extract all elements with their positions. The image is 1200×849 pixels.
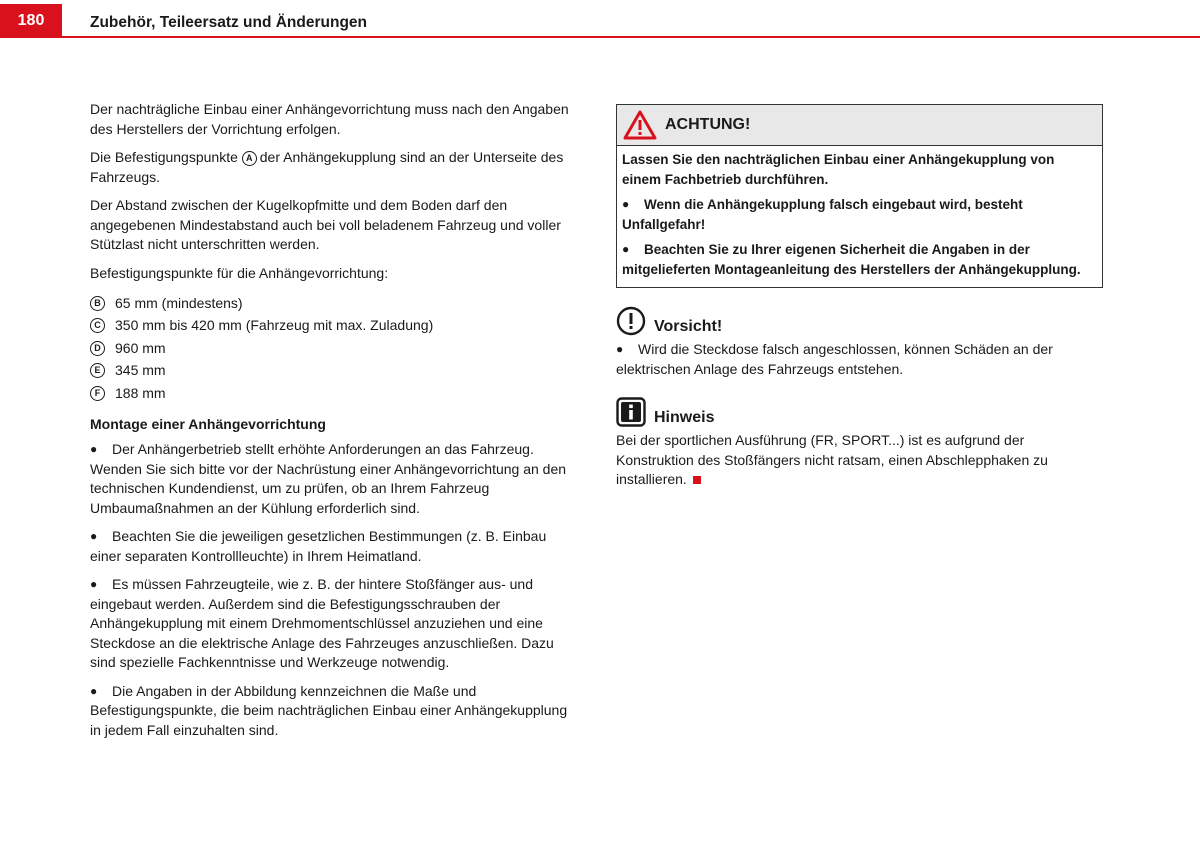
warning-bullet-text: Beachten Sie zu Ihrer eigenen Sicherheit die Angaben in der mitgelieferten Montageanleitung des Herstellers der Anhängekupplung. — [622, 242, 1081, 277]
bullet-icon: ● — [90, 577, 98, 591]
bullet-text: Die Angaben in der Abbildung kennzeichnen die Maße und Befestigungspunkte, die beim nachträglichen Einbau einer Anhängekupplung in jedem Fall einzuhalten sind. — [90, 682, 568, 738]
mounting-points-paragraph — [90, 148, 580, 187]
measurement-item — [90, 292, 580, 315]
marker-b: B — [90, 296, 105, 311]
bullet-text: Beachten Sie die jeweiligen gesetzlichen Bestimmungen (z. B. Einbau einer separaten Kontrollleuchte) in Ihrem Heimatland. — [90, 528, 547, 564]
list-intro: Befestigungspunkte für die Anhängevorrichtung: — [90, 264, 389, 281]
header-rule — [62, 36, 1200, 38]
mounting-points-post: der Anhängekupplung sind an der Unterseite des Fahrzeugs. — [90, 149, 564, 185]
note-title: Hinweis — [654, 409, 715, 426]
measurement-item — [90, 360, 580, 383]
section-title: Montage einer Anhängevorrichtung — [90, 415, 326, 432]
measurement-value: 345 mm — [115, 362, 166, 378]
measurement-list — [90, 292, 580, 405]
measurement-value: 960 mm — [115, 339, 166, 356]
bullet-paragraph — [90, 575, 580, 673]
caution-text: Wird die Steckdose falsch angeschlossen, können Schäden an der elektrischen Anlage des Fahrzeugs entstehen. — [616, 341, 1053, 377]
measurement-value: 350 mm bis 420 mm (Fahrzeug mit max. Zuladung) — [115, 317, 434, 333]
info-icon — [616, 397, 646, 427]
caution-paragraph — [616, 340, 1103, 379]
bullet-paragraph — [90, 527, 580, 566]
intro-paragraph: Der nachträgliche Einbau einer Anhängevorrichtung muss nach den Angaben des Herstellers der Vorrichtung erfolgen. — [90, 101, 569, 137]
note-paragraph — [616, 431, 1103, 490]
measurement-item — [90, 315, 580, 338]
warning-triangle-icon — [623, 110, 657, 140]
warning-bullet-text: Wenn die Anhängekupplung falsch eingebaut wird, besteht Unfallgefahr! — [622, 197, 1023, 232]
warning-body — [617, 146, 1102, 287]
bullet-paragraph — [90, 440, 580, 518]
bullet-icon: ● — [622, 197, 630, 211]
measurement-value: 188 mm — [115, 384, 166, 401]
warning-box — [616, 104, 1103, 288]
measurement-item — [90, 382, 580, 405]
mounting-points-pre: Die Befestigungspunkte — [90, 149, 238, 165]
bullet-icon: ● — [90, 442, 98, 456]
bullet-paragraph — [90, 682, 580, 741]
marker-c: C — [90, 318, 105, 333]
warning-lead: Lassen Sie den nachträglichen Einbau einer Anhängekupplung von einem Fachbetrieb durchführen. — [622, 152, 1055, 187]
note-text: Bei der sportlichen Ausführung (FR, SPORT...) ist es aufgrund der Konstruktion des Stoßfängers nicht ratsam, einen Abschlepphaken zu installieren. — [616, 432, 1048, 487]
right-column — [616, 104, 1103, 499]
bullet-icon: ● — [90, 529, 98, 543]
chapter-title: Zubehör, Teileersatz und Änderungen — [90, 14, 368, 31]
warning-header — [617, 105, 1102, 146]
bullet-icon: ● — [616, 342, 624, 356]
bullet-text: Der Anhängerbetrieb stellt erhöhte Anforderungen an das Fahrzeug. Wenden Sie sich bitte vor der Nachrüstung einer Anhängevorrichtung an den technischen Kundendienst, um zu prüfen, ob an Ihrem Fahrzeug Umbaumaßnahmen an der Kühlung erforderlich sind. — [90, 441, 567, 516]
measurement-value: 65 mm (mindestens) — [115, 294, 243, 311]
bullet-text: Es müssen Fahrzeugteile, wie z. B. der hintere Stoßfänger aus- und eingebaut werden. Außerdem sind die Befestigungsschrauben der Anhängekupplung mit einem Drehmomentschlüssel anzuziehen und eine Steckdose an die elektrische Anlage des Fahrzeuges anzuschließen. Dazu sind spezielle Fachkenntnisse und Werkzeuge notwendig. — [90, 576, 554, 670]
bullet-icon: ● — [90, 683, 98, 698]
bullet-icon: ● — [622, 242, 630, 256]
left-column — [90, 100, 580, 749]
caution-block — [616, 306, 1103, 379]
end-of-section-icon — [693, 476, 701, 484]
caution-header — [616, 306, 1103, 336]
caution-title: Vorsicht! — [654, 318, 723, 335]
distance-paragraph: Der Abstand zwischen der Kugelkopfmitte und dem Boden darf den angegebenen Mindestabstand auch bei voll beladenem Fahrzeug und voller Stützlast nicht unterschritten werden. — [90, 197, 561, 252]
note-header — [616, 397, 1103, 427]
measurement-item — [90, 337, 580, 360]
marker-a: A — [242, 151, 257, 166]
page-number: 180 — [0, 4, 62, 38]
warning-bullet — [622, 240, 1096, 279]
marker-f: F — [90, 386, 105, 401]
page-header — [0, 0, 1200, 38]
exclamation-circle-icon — [616, 306, 646, 336]
warning-title: ACHTUNG! — [665, 116, 751, 134]
note-block — [616, 397, 1103, 490]
marker-e: E — [90, 363, 105, 378]
warning-bullet — [622, 195, 1096, 234]
marker-d: D — [90, 341, 105, 356]
